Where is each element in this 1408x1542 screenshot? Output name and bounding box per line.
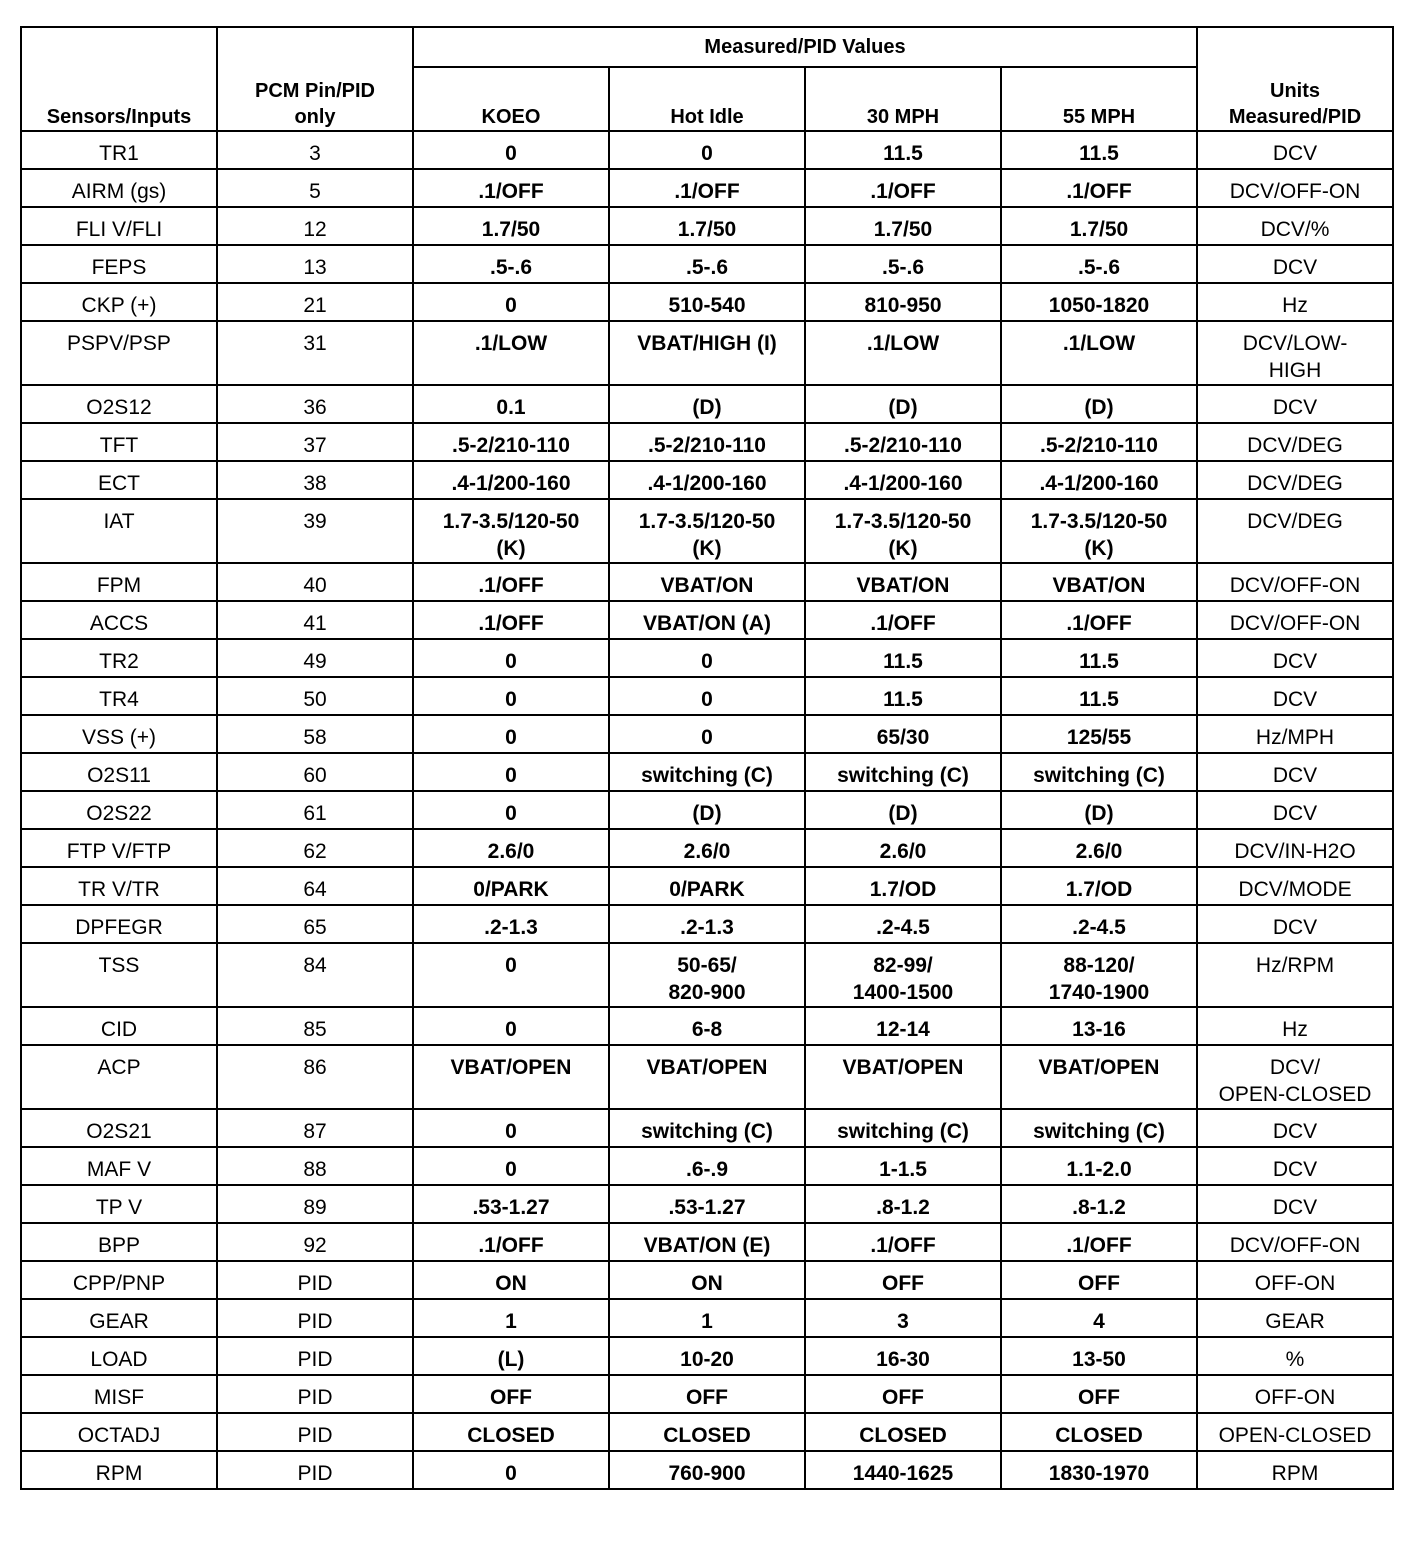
cell-30-mph: 82-99/ 1400-1500 — [805, 943, 1001, 1007]
cell-hot-idle: .2-1.3 — [609, 905, 805, 943]
table-header — [21, 27, 1393, 131]
cell-sensor: FEPS — [21, 245, 217, 283]
header-55-mph: 55 MPH — [1001, 67, 1197, 131]
cell-hot-idle: 2.6/0 — [609, 829, 805, 867]
cell-30-mph: 65/30 — [805, 715, 1001, 753]
cell-30-mph: (D) — [805, 791, 1001, 829]
cell-koeo: 0 — [413, 677, 609, 715]
cell-55-mph: (D) — [1001, 791, 1197, 829]
table-row — [21, 423, 1393, 461]
cell-30-mph: switching (C) — [805, 753, 1001, 791]
table-row — [21, 207, 1393, 245]
cell-pin: 60 — [217, 753, 413, 791]
cell-sensor: DPFEGR — [21, 905, 217, 943]
cell-hot-idle: VBAT/ON (A) — [609, 601, 805, 639]
cell-hot-idle: 0 — [609, 677, 805, 715]
cell-55-mph: 13-50 — [1001, 1337, 1197, 1375]
cell-hot-idle: 1.7/50 — [609, 207, 805, 245]
table-row — [21, 131, 1393, 169]
cell-sensor: MISF — [21, 1375, 217, 1413]
table-row — [21, 1375, 1393, 1413]
cell-hot-idle: (D) — [609, 385, 805, 423]
cell-30-mph: .1/OFF — [805, 169, 1001, 207]
cell-sensor: PSPV/PSP — [21, 321, 217, 385]
cell-30-mph: 16-30 — [805, 1337, 1001, 1375]
cell-55-mph: 11.5 — [1001, 639, 1197, 677]
cell-pin: PID — [217, 1451, 413, 1489]
cell-hot-idle: 510-540 — [609, 283, 805, 321]
cell-units: DCV — [1197, 131, 1393, 169]
table-row — [21, 1413, 1393, 1451]
cell-sensor: TSS — [21, 943, 217, 1007]
cell-units: DCV/IN-H2O — [1197, 829, 1393, 867]
cell-30-mph: 11.5 — [805, 639, 1001, 677]
cell-sensor: FPM — [21, 563, 217, 601]
cell-30-mph: 1-1.5 — [805, 1147, 1001, 1185]
cell-hot-idle: switching (C) — [609, 1109, 805, 1147]
cell-koeo: (L) — [413, 1337, 609, 1375]
cell-koeo: 0 — [413, 1007, 609, 1045]
cell-hot-idle: .6-.9 — [609, 1147, 805, 1185]
cell-sensor: LOAD — [21, 1337, 217, 1375]
cell-pin: 65 — [217, 905, 413, 943]
cell-koeo: 0 — [413, 943, 609, 1007]
cell-55-mph: .1/OFF — [1001, 601, 1197, 639]
cell-55-mph: .4-1/200-160 — [1001, 461, 1197, 499]
cell-55-mph: OFF — [1001, 1375, 1197, 1413]
cell-koeo: VBAT/OPEN — [413, 1045, 609, 1109]
cell-units: DCV — [1197, 1185, 1393, 1223]
cell-pin: 5 — [217, 169, 413, 207]
cell-55-mph: switching (C) — [1001, 1109, 1197, 1147]
cell-55-mph: 1050-1820 — [1001, 283, 1197, 321]
cell-koeo: 0/PARK — [413, 867, 609, 905]
cell-30-mph: (D) — [805, 385, 1001, 423]
cell-30-mph: 1440-1625 — [805, 1451, 1001, 1489]
cell-units: DCV — [1197, 677, 1393, 715]
table-row — [21, 791, 1393, 829]
cell-sensor: O2S11 — [21, 753, 217, 791]
cell-pin: 58 — [217, 715, 413, 753]
table-row — [21, 677, 1393, 715]
header-units: Units Measured/PID — [1197, 27, 1393, 131]
table-row — [21, 753, 1393, 791]
cell-30-mph: .5-2/210-110 — [805, 423, 1001, 461]
pid-values-table — [20, 26, 1394, 1490]
cell-koeo: 1 — [413, 1299, 609, 1337]
header-sensors-inputs: Sensors/Inputs — [21, 27, 217, 131]
cell-30-mph: .5-.6 — [805, 245, 1001, 283]
cell-30-mph: .1/LOW — [805, 321, 1001, 385]
cell-30-mph: OFF — [805, 1375, 1001, 1413]
cell-units: OPEN-CLOSED — [1197, 1413, 1393, 1451]
cell-pin: 13 — [217, 245, 413, 283]
cell-koeo: 0 — [413, 283, 609, 321]
cell-hot-idle: VBAT/OPEN — [609, 1045, 805, 1109]
cell-55-mph: .5-2/210-110 — [1001, 423, 1197, 461]
cell-55-mph: .5-.6 — [1001, 245, 1197, 283]
cell-hot-idle: .1/OFF — [609, 169, 805, 207]
table-row — [21, 1451, 1393, 1489]
cell-55-mph: switching (C) — [1001, 753, 1197, 791]
cell-55-mph: 4 — [1001, 1299, 1197, 1337]
table-row — [21, 867, 1393, 905]
cell-pin: PID — [217, 1337, 413, 1375]
cell-30-mph: 2.6/0 — [805, 829, 1001, 867]
cell-30-mph: .2-4.5 — [805, 905, 1001, 943]
cell-hot-idle: 0 — [609, 639, 805, 677]
cell-30-mph: switching (C) — [805, 1109, 1001, 1147]
cell-units: DCV — [1197, 753, 1393, 791]
cell-30-mph: .4-1/200-160 — [805, 461, 1001, 499]
cell-sensor: O2S12 — [21, 385, 217, 423]
cell-pin: 41 — [217, 601, 413, 639]
cell-30-mph: VBAT/ON — [805, 563, 1001, 601]
cell-55-mph: 11.5 — [1001, 677, 1197, 715]
cell-koeo: 0 — [413, 791, 609, 829]
cell-pin: 12 — [217, 207, 413, 245]
cell-koeo: .1/OFF — [413, 169, 609, 207]
cell-30-mph: VBAT/OPEN — [805, 1045, 1001, 1109]
cell-pin: 31 — [217, 321, 413, 385]
cell-55-mph: VBAT/OPEN — [1001, 1045, 1197, 1109]
table-row — [21, 1109, 1393, 1147]
cell-pin: 39 — [217, 499, 413, 563]
cell-sensor: FTP V/FTP — [21, 829, 217, 867]
cell-pin: 87 — [217, 1109, 413, 1147]
cell-sensor: FLI V/FLI — [21, 207, 217, 245]
table-row — [21, 245, 1393, 283]
cell-55-mph: 1.7/OD — [1001, 867, 1197, 905]
cell-pin: PID — [217, 1299, 413, 1337]
cell-hot-idle: .5-.6 — [609, 245, 805, 283]
cell-sensor: IAT — [21, 499, 217, 563]
cell-koeo: 0 — [413, 715, 609, 753]
cell-pin: 88 — [217, 1147, 413, 1185]
cell-pin: 50 — [217, 677, 413, 715]
cell-30-mph: 1.7/OD — [805, 867, 1001, 905]
cell-pin: 40 — [217, 563, 413, 601]
cell-pin: 62 — [217, 829, 413, 867]
cell-hot-idle: OFF — [609, 1375, 805, 1413]
cell-55-mph: .8-1.2 — [1001, 1185, 1197, 1223]
table-row — [21, 601, 1393, 639]
cell-sensor: ACCS — [21, 601, 217, 639]
cell-sensor: AIRM (gs) — [21, 169, 217, 207]
table-row — [21, 1185, 1393, 1223]
table-row — [21, 169, 1393, 207]
cell-sensor: CKP (+) — [21, 283, 217, 321]
cell-sensor: ACP — [21, 1045, 217, 1109]
cell-koeo: 0 — [413, 639, 609, 677]
table-row — [21, 715, 1393, 753]
cell-hot-idle: .4-1/200-160 — [609, 461, 805, 499]
cell-30-mph: .1/OFF — [805, 1223, 1001, 1261]
cell-units: DCV/% — [1197, 207, 1393, 245]
cell-55-mph: CLOSED — [1001, 1413, 1197, 1451]
cell-hot-idle: 0 — [609, 131, 805, 169]
table-row — [21, 943, 1393, 1007]
table-row — [21, 1223, 1393, 1261]
cell-55-mph: 11.5 — [1001, 131, 1197, 169]
cell-pin: 86 — [217, 1045, 413, 1109]
cell-pin: 61 — [217, 791, 413, 829]
cell-30-mph: .8-1.2 — [805, 1185, 1001, 1223]
table-row — [21, 905, 1393, 943]
table-row — [21, 1299, 1393, 1337]
cell-koeo: 0.1 — [413, 385, 609, 423]
cell-units: DCV — [1197, 791, 1393, 829]
table-row — [21, 563, 1393, 601]
table-body — [21, 131, 1393, 1489]
cell-30-mph: 810-950 — [805, 283, 1001, 321]
cell-units: DCV/MODE — [1197, 867, 1393, 905]
table-row — [21, 1337, 1393, 1375]
cell-sensor: O2S22 — [21, 791, 217, 829]
cell-55-mph: 13-16 — [1001, 1007, 1197, 1045]
cell-pin: 92 — [217, 1223, 413, 1261]
cell-sensor: BPP — [21, 1223, 217, 1261]
cell-units: OFF-ON — [1197, 1261, 1393, 1299]
cell-hot-idle: CLOSED — [609, 1413, 805, 1451]
cell-55-mph: 1.7-3.5/120-50 (K) — [1001, 499, 1197, 563]
cell-pin: 38 — [217, 461, 413, 499]
cell-pin: 84 — [217, 943, 413, 1007]
cell-55-mph: .1/OFF — [1001, 1223, 1197, 1261]
cell-hot-idle: .5-2/210-110 — [609, 423, 805, 461]
cell-units: RPM — [1197, 1451, 1393, 1489]
cell-koeo: .1/LOW — [413, 321, 609, 385]
cell-sensor: MAF V — [21, 1147, 217, 1185]
cell-units: Hz/RPM — [1197, 943, 1393, 1007]
cell-sensor: TR V/TR — [21, 867, 217, 905]
header-30-mph: 30 MPH — [805, 67, 1001, 131]
cell-units: DCV — [1197, 385, 1393, 423]
table-row — [21, 385, 1393, 423]
cell-koeo: .1/OFF — [413, 563, 609, 601]
cell-units: Hz — [1197, 1007, 1393, 1045]
table-row — [21, 639, 1393, 677]
cell-koeo: .4-1/200-160 — [413, 461, 609, 499]
cell-units: DCV — [1197, 639, 1393, 677]
cell-units: DCV/DEG — [1197, 461, 1393, 499]
cell-units: DCV/OFF-ON — [1197, 169, 1393, 207]
cell-30-mph: 1.7/50 — [805, 207, 1001, 245]
cell-30-mph: 1.7-3.5/120-50 (K) — [805, 499, 1001, 563]
cell-hot-idle: 0/PARK — [609, 867, 805, 905]
cell-koeo: .53-1.27 — [413, 1185, 609, 1223]
cell-koeo: 0 — [413, 131, 609, 169]
header-koeo: KOEO — [413, 67, 609, 131]
header-pcm-pin: PCM Pin/PID only — [217, 27, 413, 131]
cell-sensor: CPP/PNP — [21, 1261, 217, 1299]
cell-sensor: ECT — [21, 461, 217, 499]
cell-koeo: .1/OFF — [413, 601, 609, 639]
cell-30-mph: CLOSED — [805, 1413, 1001, 1451]
cell-koeo: 0 — [413, 1147, 609, 1185]
cell-koeo: 0 — [413, 1451, 609, 1489]
cell-55-mph: VBAT/ON — [1001, 563, 1197, 601]
cell-sensor: TFT — [21, 423, 217, 461]
cell-hot-idle: VBAT/HIGH (I) — [609, 321, 805, 385]
cell-koeo: .2-1.3 — [413, 905, 609, 943]
cell-55-mph: .1/OFF — [1001, 169, 1197, 207]
table-row — [21, 1147, 1393, 1185]
cell-koeo: 1.7-3.5/120-50 (K) — [413, 499, 609, 563]
cell-30-mph: 11.5 — [805, 677, 1001, 715]
cell-55-mph: 125/55 — [1001, 715, 1197, 753]
cell-hot-idle: 0 — [609, 715, 805, 753]
cell-hot-idle: .53-1.27 — [609, 1185, 805, 1223]
cell-sensor: TP V — [21, 1185, 217, 1223]
cell-koeo: 0 — [413, 1109, 609, 1147]
table-row — [21, 461, 1393, 499]
cell-units: OFF-ON — [1197, 1375, 1393, 1413]
cell-units: DCV — [1197, 905, 1393, 943]
cell-hot-idle: 50-65/ 820-900 — [609, 943, 805, 1007]
cell-koeo: CLOSED — [413, 1413, 609, 1451]
cell-pin: 49 — [217, 639, 413, 677]
cell-units: Hz — [1197, 283, 1393, 321]
cell-sensor: OCTADJ — [21, 1413, 217, 1451]
cell-units: DCV/ OPEN-CLOSED — [1197, 1045, 1393, 1109]
cell-koeo: 1.7/50 — [413, 207, 609, 245]
cell-55-mph: 1830-1970 — [1001, 1451, 1197, 1489]
cell-hot-idle: (D) — [609, 791, 805, 829]
cell-sensor: GEAR — [21, 1299, 217, 1337]
cell-hot-idle: VBAT/ON (E) — [609, 1223, 805, 1261]
cell-hot-idle: ON — [609, 1261, 805, 1299]
cell-hot-idle: 10-20 — [609, 1337, 805, 1375]
cell-sensor: TR4 — [21, 677, 217, 715]
cell-units: Hz/MPH — [1197, 715, 1393, 753]
cell-pin: 89 — [217, 1185, 413, 1223]
cell-55-mph: OFF — [1001, 1261, 1197, 1299]
cell-units: DCV/LOW- HIGH — [1197, 321, 1393, 385]
cell-30-mph: 3 — [805, 1299, 1001, 1337]
cell-units: DCV/OFF-ON — [1197, 1223, 1393, 1261]
cell-30-mph: 12-14 — [805, 1007, 1001, 1045]
cell-55-mph: 2.6/0 — [1001, 829, 1197, 867]
cell-koeo: 2.6/0 — [413, 829, 609, 867]
cell-hot-idle: 1.7-3.5/120-50 (K) — [609, 499, 805, 563]
header-measured-pid-values: Measured/PID Values — [413, 27, 1197, 67]
cell-55-mph: (D) — [1001, 385, 1197, 423]
cell-30-mph: 11.5 — [805, 131, 1001, 169]
cell-sensor: VSS (+) — [21, 715, 217, 753]
cell-hot-idle: 6-8 — [609, 1007, 805, 1045]
table-row — [21, 1007, 1393, 1045]
cell-units: DCV/DEG — [1197, 423, 1393, 461]
table-row — [21, 283, 1393, 321]
cell-pin: 21 — [217, 283, 413, 321]
cell-hot-idle: 760-900 — [609, 1451, 805, 1489]
cell-55-mph: 88-120/ 1740-1900 — [1001, 943, 1197, 1007]
header-hot-idle: Hot Idle — [609, 67, 805, 131]
cell-hot-idle: switching (C) — [609, 753, 805, 791]
cell-units: DCV/OFF-ON — [1197, 601, 1393, 639]
cell-pin: 85 — [217, 1007, 413, 1045]
cell-pin: 36 — [217, 385, 413, 423]
cell-pin: 37 — [217, 423, 413, 461]
cell-pin: 3 — [217, 131, 413, 169]
cell-units: DCV/OFF-ON — [1197, 563, 1393, 601]
cell-sensor: O2S21 — [21, 1109, 217, 1147]
table-row — [21, 1045, 1393, 1109]
cell-55-mph: 1.1-2.0 — [1001, 1147, 1197, 1185]
table-row — [21, 499, 1393, 563]
cell-30-mph: .1/OFF — [805, 601, 1001, 639]
cell-55-mph: .2-4.5 — [1001, 905, 1197, 943]
cell-units: % — [1197, 1337, 1393, 1375]
cell-koeo: ON — [413, 1261, 609, 1299]
cell-pin: 64 — [217, 867, 413, 905]
table-row — [21, 1261, 1393, 1299]
table-row — [21, 321, 1393, 385]
table-row — [21, 829, 1393, 867]
cell-sensor: RPM — [21, 1451, 217, 1489]
cell-55-mph: .1/LOW — [1001, 321, 1197, 385]
cell-pin: PID — [217, 1413, 413, 1451]
cell-koeo: 0 — [413, 753, 609, 791]
cell-hot-idle: VBAT/ON — [609, 563, 805, 601]
cell-koeo: .5-.6 — [413, 245, 609, 283]
cell-units: DCV — [1197, 245, 1393, 283]
cell-30-mph: OFF — [805, 1261, 1001, 1299]
cell-units: GEAR — [1197, 1299, 1393, 1337]
cell-sensor: CID — [21, 1007, 217, 1045]
cell-koeo: OFF — [413, 1375, 609, 1413]
cell-units: DCV — [1197, 1147, 1393, 1185]
cell-pin: PID — [217, 1375, 413, 1413]
cell-hot-idle: 1 — [609, 1299, 805, 1337]
cell-units: DCV/DEG — [1197, 499, 1393, 563]
cell-koeo: .5-2/210-110 — [413, 423, 609, 461]
cell-koeo: .1/OFF — [413, 1223, 609, 1261]
cell-sensor: TR1 — [21, 131, 217, 169]
cell-55-mph: 1.7/50 — [1001, 207, 1197, 245]
cell-units: DCV — [1197, 1109, 1393, 1147]
cell-pin: PID — [217, 1261, 413, 1299]
cell-sensor: TR2 — [21, 639, 217, 677]
